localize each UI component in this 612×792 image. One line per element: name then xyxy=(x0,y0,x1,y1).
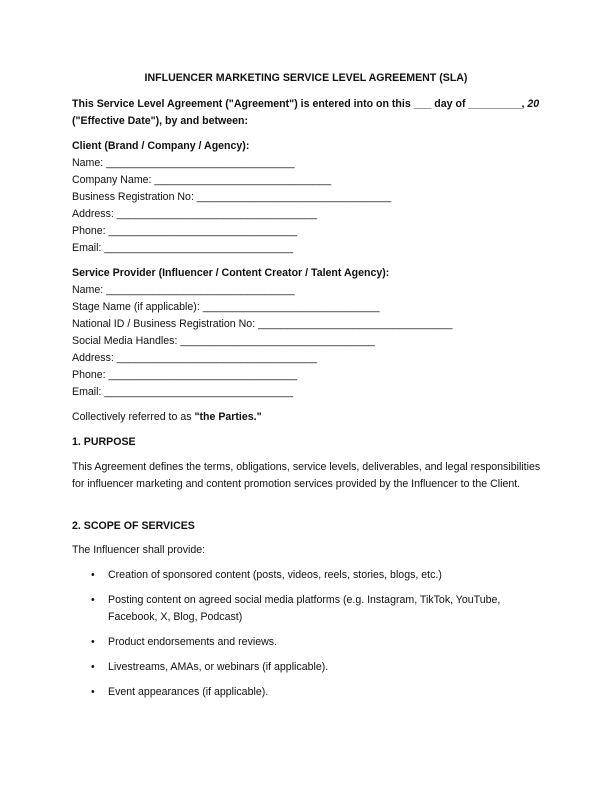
purpose-paragraph: This Agreement defines the terms, obligations, service levels, deliverables, and legal responsibilities for influencer marketing and content promotion services provided by the Influencer to the Client. xyxy=(72,461,541,490)
bullet-icon: • xyxy=(91,636,95,648)
list-item xyxy=(72,567,532,584)
collective-prefix: Collectively referred to as xyxy=(72,411,195,423)
provider-name-field: Name: ________________________________ xyxy=(72,284,295,296)
scope-lead: The Influencer shall provide: xyxy=(72,544,206,556)
provider-address-field: Address: __________________________________ xyxy=(72,352,318,364)
client-address-field: Address: __________________________________ xyxy=(72,208,318,220)
client-name-field: Name: ________________________________ xyxy=(72,157,295,169)
client-heading: Client (Brand / Company / Agency): xyxy=(72,140,250,152)
provider-id-field: National ID / Business Registration No: _________________________________ xyxy=(72,318,453,330)
bullet-icon: • xyxy=(91,686,95,698)
list-item-text: Creation of sponsored content (posts, videos, reels, stories, blogs, etc.) xyxy=(108,569,442,581)
provider-email-field: Email: ________________________________ xyxy=(72,386,293,398)
client-registration-field: Business Registration No: _________________________________ xyxy=(72,191,392,203)
list-item xyxy=(72,684,532,701)
bullet-icon: • xyxy=(91,569,95,581)
scope-list xyxy=(72,567,532,709)
list-item-text: Posting content on agreed social media platforms (e.g. Instagram, TikTok, YouTube, Facebook, X, Blog, Podcast) xyxy=(108,594,501,623)
list-item xyxy=(72,659,532,676)
list-item xyxy=(72,634,532,651)
client-company-field: Company Name: ______________________________ xyxy=(72,174,332,186)
document-title: INFLUENCER MARKETING SERVICE LEVEL AGREEMENT (SLA) xyxy=(144,72,468,84)
client-phone-field: Phone: ________________________________ xyxy=(72,225,298,237)
list-item-text: Product endorsements and reviews. xyxy=(108,636,277,648)
provider-social-field: Social Media Handles: _________________________________ xyxy=(72,335,375,347)
client-email-field: Email: ________________________________ xyxy=(72,242,293,254)
collective-line xyxy=(72,410,262,424)
intro-line-2: ("Effective Date"), by and between: xyxy=(72,115,249,127)
provider-phone-field: Phone: ________________________________ xyxy=(72,369,298,381)
list-item-text: Event appearances (if applicable). xyxy=(108,686,269,698)
list-item xyxy=(72,592,532,626)
intro-line-1 xyxy=(72,97,539,111)
purpose-heading: 1. PURPOSE xyxy=(72,436,136,448)
scope-heading: 2. SCOPE OF SERVICES xyxy=(72,520,195,532)
bullet-icon: • xyxy=(91,661,95,673)
intro-text: This Service Level Agreement ("Agreement") is entered into on this ___ day of _________, xyxy=(72,98,528,110)
list-item-text: Livestreams, AMAs, or webinars (if applicable). xyxy=(108,661,329,673)
collective-bold: "the Parties." xyxy=(194,411,262,423)
intro-year: 20 xyxy=(527,98,540,110)
provider-heading: Service Provider (Influencer / Content Creator / Talent Agency): xyxy=(72,267,390,279)
provider-stage-name-field: Stage Name (if applicable): ______________________________ xyxy=(72,301,380,313)
bullet-icon: • xyxy=(91,594,95,606)
